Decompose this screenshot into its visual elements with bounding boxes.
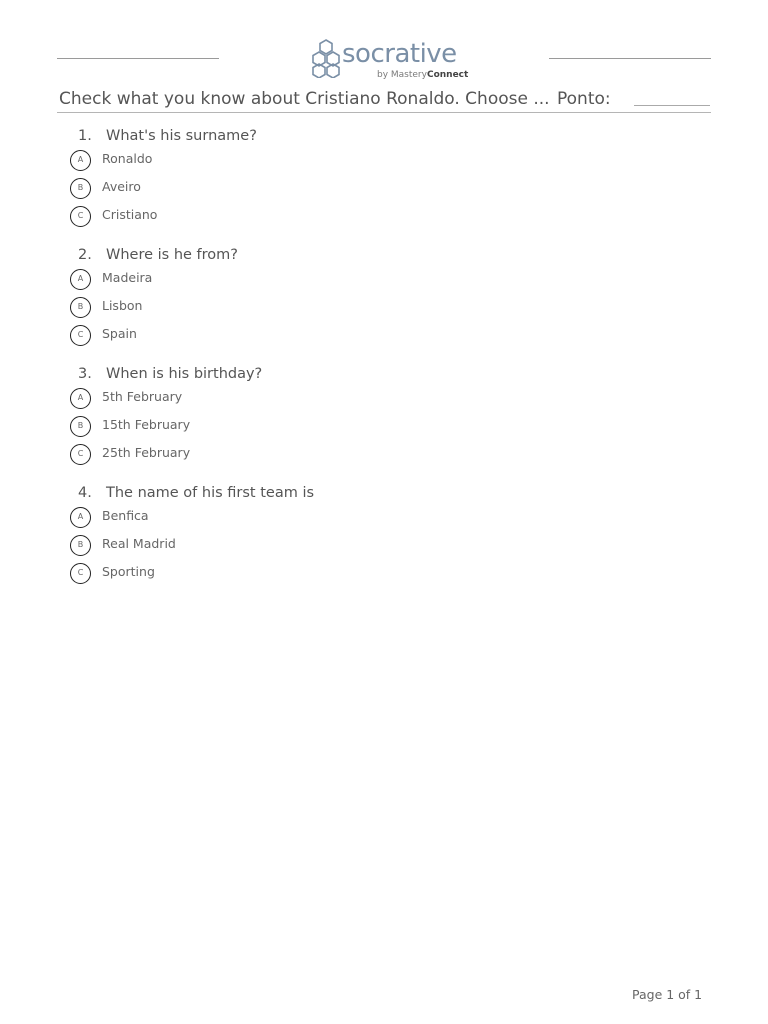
question-1-option-a[interactable] bbox=[0, 150, 768, 174]
header-rule-right bbox=[549, 58, 711, 59]
answer-bubble[interactable]: A bbox=[70, 269, 91, 290]
question-1-option-c[interactable] bbox=[0, 206, 768, 230]
option-text: Real Madrid bbox=[102, 536, 176, 551]
answer-bubble[interactable]: C bbox=[70, 563, 91, 584]
answer-bubble[interactable]: C bbox=[70, 206, 91, 227]
question-text: What's his surname? bbox=[106, 128, 257, 144]
question-4-option-b[interactable] bbox=[0, 535, 768, 559]
question-text: When is his birthday? bbox=[106, 366, 263, 382]
question-2-option-c[interactable] bbox=[0, 325, 768, 349]
option-text: Benfica bbox=[102, 508, 149, 523]
question-number: 4. bbox=[78, 485, 92, 501]
option-text: 15th February bbox=[102, 417, 191, 432]
question-4-option-c[interactable] bbox=[0, 563, 768, 587]
answer-bubble[interactable]: C bbox=[70, 325, 91, 346]
question-text: The name of his first team is bbox=[106, 485, 315, 501]
question-2-option-a[interactable] bbox=[0, 269, 768, 293]
question-3-option-a[interactable] bbox=[0, 388, 768, 412]
option-text: Sporting bbox=[102, 564, 155, 579]
option-text: 5th February bbox=[102, 389, 183, 404]
score-label: Ponto: bbox=[557, 89, 611, 109]
answer-bubble[interactable]: B bbox=[70, 178, 91, 199]
option-text: Cristiano bbox=[102, 207, 158, 222]
answer-bubble[interactable]: A bbox=[70, 507, 91, 528]
logo-by-prefix: by Mastery bbox=[377, 70, 427, 80]
logo-wordmark: socrative bbox=[342, 39, 457, 69]
socrative-logo bbox=[309, 37, 469, 83]
answer-bubble[interactable]: C bbox=[70, 444, 91, 465]
option-text: Lisbon bbox=[102, 298, 143, 313]
quiz-title: Check what you know about Cristiano Ronaldo. Choose ... bbox=[59, 89, 550, 109]
question-number: 2. bbox=[78, 247, 92, 263]
answer-bubble[interactable]: B bbox=[70, 535, 91, 556]
question-3-option-c[interactable] bbox=[0, 444, 768, 468]
page-number: Page 1 of 1 bbox=[632, 987, 703, 1002]
answer-bubble[interactable]: B bbox=[70, 297, 91, 318]
header-rule-left bbox=[57, 58, 219, 59]
header-underline bbox=[57, 112, 711, 113]
question-4-option-a[interactable] bbox=[0, 507, 768, 531]
option-text: Madeira bbox=[102, 270, 153, 285]
question-2-option-b[interactable] bbox=[0, 297, 768, 321]
question-1-option-b[interactable] bbox=[0, 178, 768, 202]
answer-bubble[interactable]: B bbox=[70, 416, 91, 437]
option-text: 25th February bbox=[102, 445, 191, 460]
answer-bubble[interactable]: A bbox=[70, 150, 91, 171]
hexagon-logo-icon bbox=[309, 38, 343, 78]
option-text: Spain bbox=[102, 326, 137, 341]
question-number: 1. bbox=[78, 128, 92, 144]
logo-by-brand: Connect bbox=[426, 70, 469, 80]
question-number: 3. bbox=[78, 366, 92, 382]
answer-bubble[interactable]: A bbox=[70, 388, 91, 409]
option-text: Aveiro bbox=[102, 179, 141, 194]
question-text: Where is he from? bbox=[106, 247, 238, 263]
option-text: Ronaldo bbox=[102, 151, 153, 166]
score-blank-line bbox=[634, 105, 710, 106]
logo-byline bbox=[377, 70, 468, 80]
question-3-option-b[interactable] bbox=[0, 416, 768, 440]
